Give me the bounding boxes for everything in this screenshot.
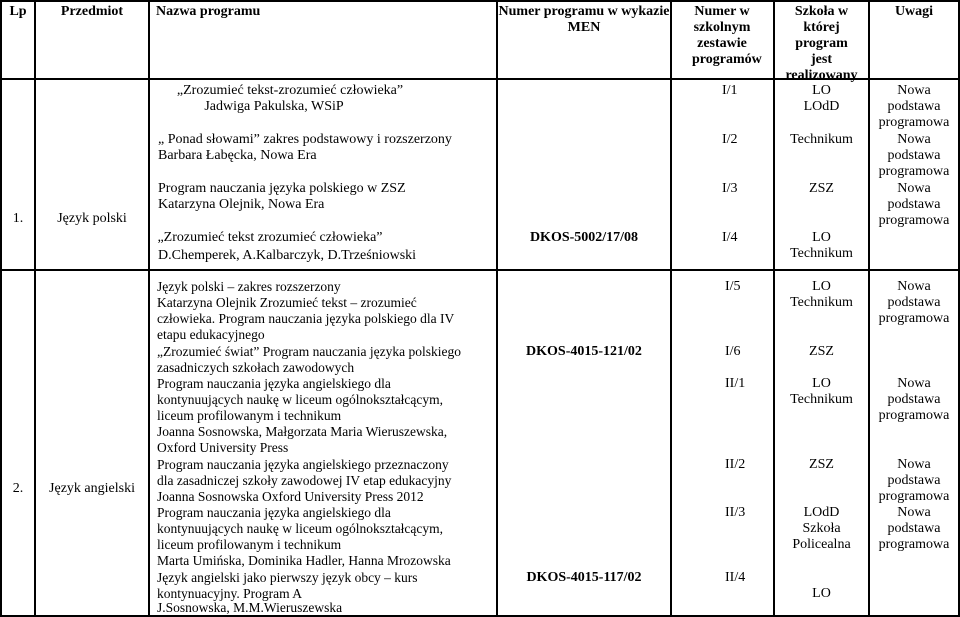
row1-note-1: Nowa podstawa programowa	[878, 83, 950, 130]
row2-subject: Język angielski	[49, 481, 135, 496]
header-notes: Uwagi	[894, 4, 934, 19]
row-divider	[0, 269, 960, 271]
row2-program-line-4: etapu edukacyjnego	[157, 327, 265, 342]
row2-program-line-6: zasadniczych szkołach zawodowych	[157, 360, 355, 375]
row2-note-3: Nowa podstawa programowa	[878, 457, 950, 504]
row2-program-line-10: Joanna Sosnowska, Małgorzata Maria Wieruszewska,	[157, 424, 448, 439]
row2-program-line-20: kontynuacyjny. Program A	[157, 586, 302, 601]
row1-school-number-3: I/3	[722, 181, 738, 196]
row1-program-4-title: „Zrozumieć tekst zrozumieć człowieka”	[157, 230, 383, 245]
row1-school-number-1: I/1	[722, 83, 738, 98]
col-divider-men	[670, 0, 672, 617]
row1-program-1-author: Jadwiga Pakulska, WSiP	[204, 99, 344, 114]
row2-note-4: Nowa podstawa programowa	[878, 505, 950, 552]
row2-school-number-6: II/4	[725, 570, 746, 585]
header-school: Szkoła w której program jest realizowany	[785, 4, 858, 83]
row2-program-line-17: liceum profilowanym i technikum	[157, 537, 342, 552]
row1-program-4-authors: D.Chemperek, A.Kalbarczyk, D.Trześniowski	[158, 248, 417, 263]
row1-note-3: Nowa podstawa programowa	[878, 181, 950, 228]
row2-program-line-2: Katarzyna Olejnik Zrozumieć tekst – zrozumieć	[157, 295, 417, 310]
row2-school-2: ZSZ	[809, 344, 834, 359]
row2-program-line-9: liceum profilowanym i technikum	[157, 408, 342, 423]
row1-note-2: Nowa podstawa programowa	[878, 132, 950, 179]
col-divider-program	[496, 0, 498, 617]
row2-school-1: LO Technikum	[790, 279, 853, 310]
row2-program-line-16: kontynuujących naukę w liceum ogólnokształcącym,	[157, 521, 444, 536]
header-school-number: Numer w szkolnym zestawie programów	[692, 4, 762, 67]
row1-lp: 1.	[12, 211, 24, 226]
header-men-number: Numer programu w wykazie MEN	[498, 4, 670, 35]
row1-school-number-2: I/2	[722, 132, 738, 147]
row2-note-1: Nowa podstawa programowa	[878, 279, 950, 326]
header-lp: Lp	[9, 4, 27, 19]
row2-program-line-19: Język angielski jako pierwszy język obcy – kurs	[157, 570, 418, 585]
row1-school-2: Technikum	[790, 132, 853, 147]
row2-program-line-7: Program nauczania języka angielskiego dla	[157, 376, 391, 391]
row2-school-4: ZSZ	[809, 457, 834, 472]
row2-school-6: LO	[812, 586, 831, 601]
row2-note-2: Nowa podstawa programowa	[878, 376, 950, 423]
row1-program-2-author: Barbara Łabęcka, Nowa Era	[158, 148, 317, 163]
row1-school-number-4: I/4	[722, 230, 738, 245]
row1-school-1: LO LOdD	[803, 83, 840, 114]
row2-program-line-14: Joanna Sosnowska Oxford University Press 2012	[157, 489, 424, 504]
row2-school-number-3: II/1	[725, 376, 746, 391]
row1-school-3: ZSZ	[809, 181, 834, 196]
row2-program-line-12: Program nauczania języka angielskiego przeznaczony	[157, 457, 449, 472]
row2-school-number-1: I/5	[725, 279, 741, 294]
header-program-name: Nazwa programu	[156, 4, 261, 19]
row1-program-2-title: „ Ponad słowami” zakres podstawowy i rozszerzony	[158, 132, 452, 147]
row2-program-line-1: Język polski – zakres rozszerzony	[157, 279, 341, 294]
row2-program-line-21: J.Sosnowska, M.M.Wieruszewska	[157, 600, 343, 615]
row2-program-line-8: kontynuujących naukę w liceum ogólnokształcącym,	[157, 392, 444, 407]
row2-men-number-2: DKOS-4015-117/02	[526, 570, 642, 585]
row1-program-3-author: Katarzyna Olejnik, Nowa Era	[158, 197, 325, 212]
row1-program-3-title: Program nauczania języka polskiego w ZSZ	[158, 181, 406, 196]
row2-school-number-2: I/6	[725, 344, 741, 359]
col-divider-lp	[34, 0, 36, 617]
header-subject: Przedmiot	[60, 4, 124, 19]
row2-school-3: LO Technikum	[790, 376, 853, 407]
row2-men-number-1: DKOS-4015-121/02	[526, 344, 642, 359]
table-border-left	[0, 0, 2, 617]
row2-program-line-5: „Zrozumieć świat” Program nauczania języka polskiego	[157, 344, 462, 359]
row2-program-line-3: człowieka. Program nauczania języka polskiego dla IV	[157, 311, 455, 326]
row2-school-number-5: II/3	[725, 505, 746, 520]
row2-program-line-11: Oxford University Press	[157, 440, 289, 455]
row2-program-line-13: dla zasadniczej szkoły zawodowej IV etap edukacyjny	[157, 473, 452, 488]
row2-school-number-4: II/2	[725, 457, 746, 472]
row1-program-1-title: „Zrozumieć tekst-zrozumieć człowieka”	[176, 83, 404, 98]
row1-subject: Język polski	[57, 211, 127, 226]
row2-program-line-15: Program nauczania języka angielskiego dla	[157, 505, 391, 520]
row2-lp: 2.	[12, 481, 24, 496]
row1-school-4: LO Technikum	[790, 230, 853, 261]
row2-program-line-18: Marta Umińska, Dominika Hadler, Hanna Mrozowska	[157, 553, 451, 568]
row2-school-5: LOdD Szkoła Policealna	[792, 505, 851, 552]
row1-men-number: DKOS-5002/17/08	[529, 230, 639, 245]
table-border-top	[0, 0, 960, 2]
